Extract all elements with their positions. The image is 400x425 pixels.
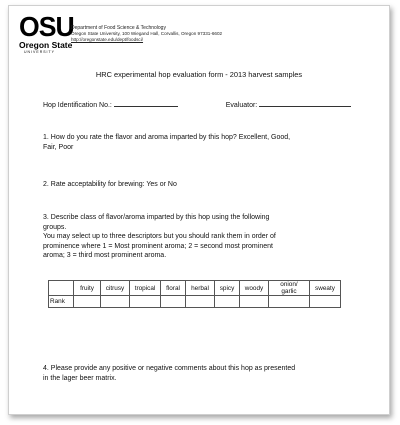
osu-logo [19,11,74,55]
rank-cell[interactable] [269,296,310,308]
document-page [8,5,390,415]
table-header-row [49,281,341,296]
rank-cell[interactable] [215,296,240,308]
form-title: HRC experimental hop evaluation form - 2013 harvest samples [95,70,303,79]
question-1-options: Fair, Poor [43,143,74,151]
hop-id-label: Hop Identification No.: [43,102,112,109]
question-3-line: groups. [43,223,67,231]
rank-cell[interactable] [130,296,161,308]
rank-cell[interactable] [101,296,130,308]
logo-university-text: UNIVERSITY [24,50,56,54]
table-header-cell: spicy [215,281,240,296]
evaluator-field[interactable] [259,100,351,107]
question-4-line: in the lager beer matrix. [43,374,117,382]
table-header-cell [49,281,74,296]
logo-osu-text: OSU [19,11,74,42]
department-info [71,25,222,43]
evaluator-label: Evaluator: [225,102,258,109]
department-address: Oregon State University, 100 Wiegand Hall, Corvallis, Oregon 97331-6602 [71,31,223,36]
question-3-line: You may select up to three descriptors but you should rank them in order of [43,233,276,240]
question-3-line: aroma; 3 = third most prominent aroma. [43,252,167,259]
table-header-cell: herbal [186,281,215,296]
rank-cell[interactable] [186,296,215,308]
question-4 [43,364,295,383]
table-row [49,296,341,308]
department-url[interactable]: http://oregonstate.edu/dept/foodsci/ [71,37,144,42]
rank-label: Rank [49,296,74,308]
question-3-line: prominence where 1 = Most prominent aroma; 2 = second most prominent [43,242,273,250]
question-2: 2. Rate acceptability for brewing: Yes or No [43,181,177,188]
question-4-line: 4. Please provide any positive or negative comments about this hop as presented [43,365,296,372]
hop-id-field[interactable] [114,100,178,107]
table-header-cell: citrusy [101,281,130,296]
table-header-cell: sweaty [310,281,341,296]
table-header-cell: tropical [130,281,161,296]
hop-id-line [43,100,351,111]
rank-cell[interactable] [240,296,269,308]
descriptor-table [48,280,341,308]
table-header-cell: woody [240,281,269,296]
question-1 [43,133,290,152]
question-1-line: 1. How do you rate the flavor and aroma imparted by this hop? Excellent, Good, [43,134,291,141]
table-header-cell: floral [161,281,186,296]
rank-cell[interactable] [310,296,341,308]
question-3-line: 3. Describe class of flavor/aroma imparted by this hop using the following [43,214,270,221]
logo-state-text: Oregon State [19,40,73,50]
rank-cell[interactable] [161,296,186,308]
department-name: Department of Food Science & Technology [71,25,166,31]
table-header-cell: onion/ garlic [269,281,310,296]
rank-cell[interactable] [74,296,101,308]
question-3 [43,213,276,261]
table-header-cell: fruity [74,281,101,296]
